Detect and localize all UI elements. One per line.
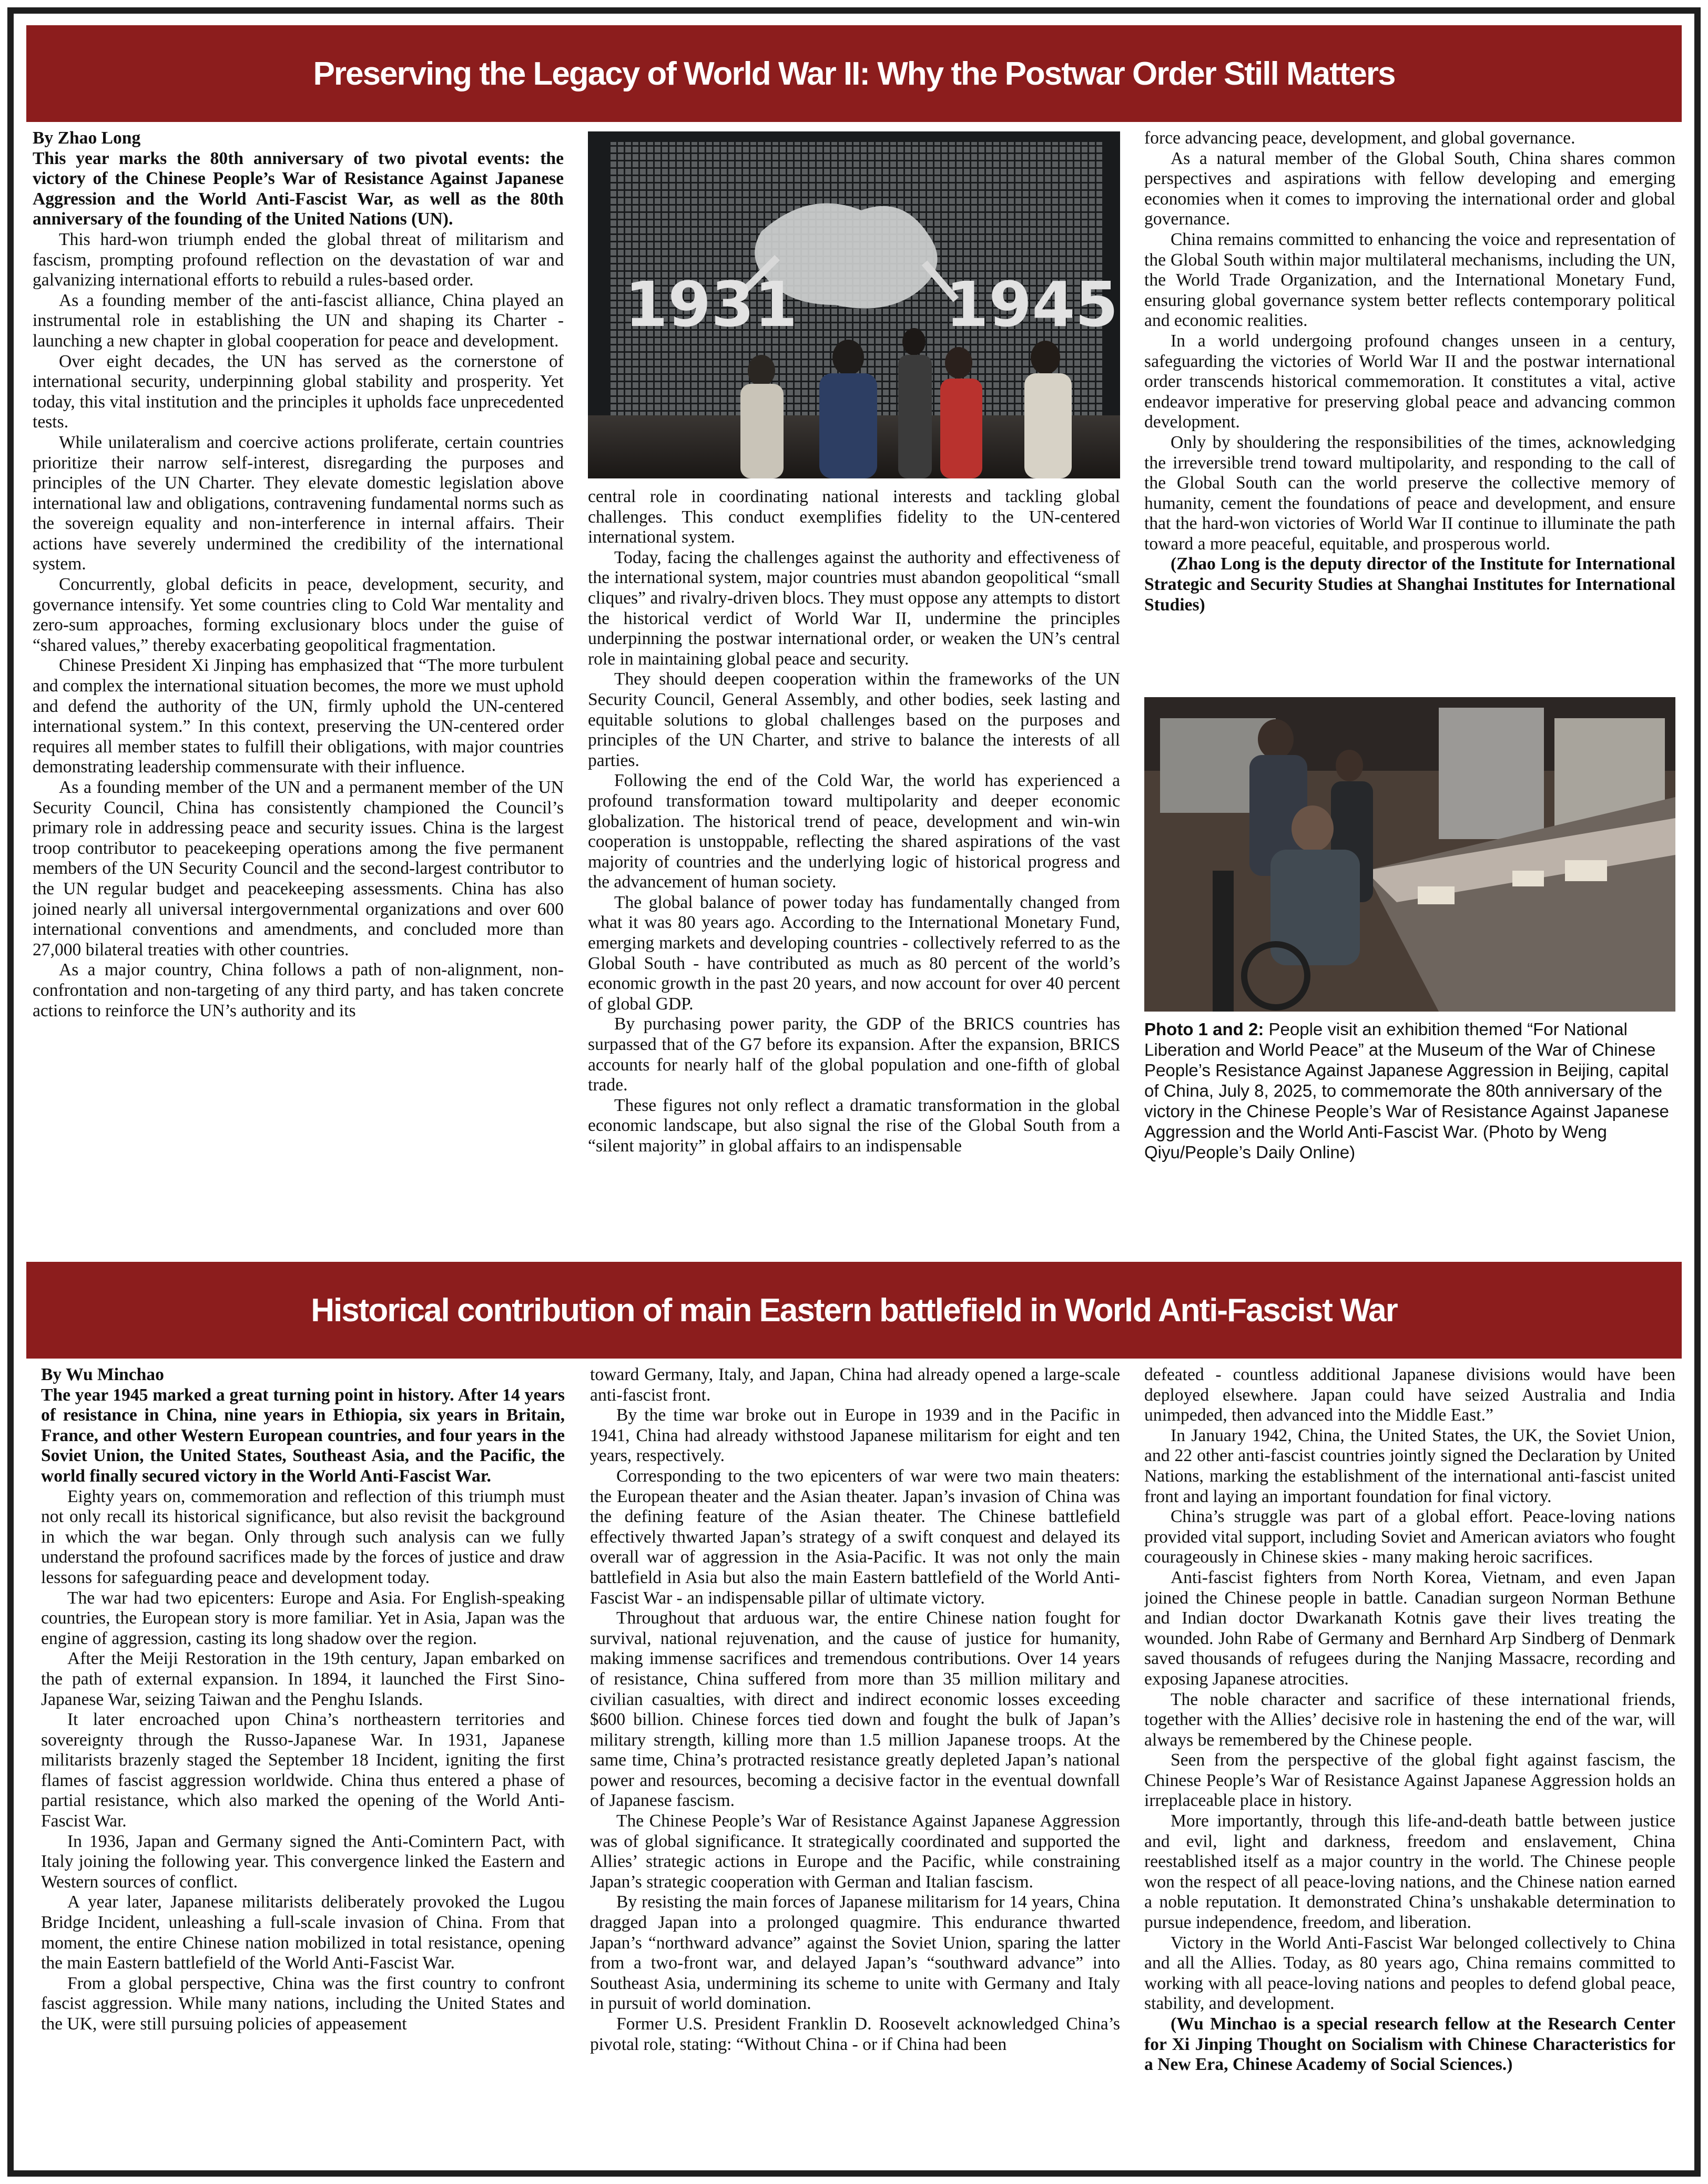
photo-caption (1144, 1019, 1675, 1240)
article2-paragraph: China’s struggle was part of a global effort. Peace-loving nations provided vital support, including Soviet and American aviators who fought courageously in Chinese skies - many making heroic sacrifices. (1144, 1507, 1675, 1567)
article1-paragraph: force advancing peace, development, and global governance. (1144, 128, 1575, 148)
article1-paragraph: This hard-won triumph ended the global threat of militarism and fascism, prompting profound reflection on the devastation of war and galvanizing international efforts to rebuild a rules-based order. (33, 229, 564, 290)
article1-paragraph: China remains committed to enhancing the voice and representation of the Global South within major multilateral mechanisms, including the UN, the World Trade Organization, and the International Monetary Fund, ensuring global governance system better reflects contemporary political and economic realities. (1144, 229, 1675, 331)
article2-paragraph: Former U.S. President Franklin D. Roosevelt acknowledged China’s pivotal role, stating: “Without China - or if China had been (590, 2014, 1120, 2054)
article2-paragraph: From a global perspective, China was the first country to confront fascist aggression. While many nations, including the United States and the UK, were still pursuing policies of appeasement (41, 1973, 565, 2034)
article1-paragraph: The global balance of power today has fundamentally changed from what it was 80 years ago. According to the International Monetary Fund, emerging markets and developing countries - collectively referred to as the Global South - have contributed as much as 80 percent of the world’s economic growth in the past 20 years, and now account for over 40 percent of global GDP. (588, 892, 1120, 1014)
article2-author-bio: (Wu Minchao is a special research fellow at the Research Center for Xi Jinping Thought on Socialism with Chinese Characteristics for a New Era, Chinese Academy of Social Sciences.) (1144, 2014, 1675, 2075)
article1-paragraph: While unilateralism and coercive actions proliferate, certain countries prioritize their narrow self-interest, disregarding the purposes and principles of the UN Charter. They elevate domestic legislation above international law and obligations, contravening fundamental norms such as the sovereign equality and non-interference in internal affairs. Their actions have severely undermined the credibility of the international system. (33, 432, 564, 574)
article2-paragraph: The Chinese People’s War of Resistance Against Japanese Aggression was of global significance. It strategically coordinated and supported the Allies’ strategic actions in Europe and the Pacific, while constraining Japan’s strategic cooperation with German and Italian fascism. (590, 1811, 1120, 1892)
article2-paragraph: Eighty years on, commemoration and reflection of this triumph must not only recall its historical significance, but also revisit the background in which the war began. Only through such analysis can we fully understand the profound sacrifices made by the forces of justice and draw lessons for safeguarding peace and development today. (41, 1486, 565, 1587)
article2-paragraph: After the Meiji Restoration in the 19th century, Japan embarked on the path of external expansion. In 1894, it launched the First Sino-Japanese War, seizing Taiwan and the Penghu Islands. (41, 1649, 565, 1709)
photo-1-year-left: 1931 (625, 268, 798, 341)
article1-lead: This year marks the 80th anniversary of two pivotal events: the victory of the Chinese People’s War of Resistance Against Japanese Aggression and the World Anti-Fascist War, as well as the 80th anniversary of the founding of the United Nations (UN). (33, 148, 564, 229)
article2-paragraph: By the time war broke out in Europe in 1939 and in the Pacific in 1941, China had already withstood Japanese militarism for eight and ten years, respectively. (590, 1405, 1120, 1466)
article2-byline: By Wu Minchao (41, 1365, 164, 1384)
article2-paragraph: Seen from the perspective of the global fight against fascism, the Chinese People’s War of Resistance Against Japanese Aggression holds an irreplaceable place in history. (1144, 1750, 1675, 1811)
article2-paragraph: Anti-fascist fighters from North Korea, Vietnam, and even Japan joined the Chinese people in battle. Canadian surgeon Norman Bethune and Indian doctor Dwarkanath Kotnis gave their lives treating the wounded. John Rabe of Germany and Bernhard Arp Sindberg of Denmark saved thousands of refugees during the Nanjing Massacre, recording and exposing Japanese atrocities. (1144, 1567, 1675, 1689)
article2-paragraph: In January 1942, China, the United States, the UK, the Soviet Union, and 22 other anti-fascist countries jointly signed the Declaration by United Nations, marking the establishment of the international anti-fascist united front and laying an important foundation for final victory. (1144, 1425, 1675, 1506)
article2-paragraph: toward Germany, Italy, and Japan, China had already opened a large-scale anti-fascist front. (590, 1365, 1120, 1405)
article1-paragraph: Concurrently, global deficits in peace, development, security, and governance intensify. Yet some countries cling to Cold War mentality and zero-sum approaches, forming exclusionary blocs under the guise of “shared values,” thereby exacerbating geopolitical fragmentation. (33, 575, 564, 655)
article1-paragraph: central role in coordinating national interests and tackling global challenges. This conduct exemplifies fidelity to the UN-centered international system. (588, 487, 1120, 547)
article1-paragraph: As a founding member of the anti-fascist alliance, China played an instrumental role in establishing the UN and shaping its Charter - launching a new chapter in global cooperation for peace and development. (33, 290, 564, 351)
article1-paragraph: As a founding member of the UN and a permanent member of the UN Security Council, China has consistently championed the Council’s primary role in addressing peace and security issues. China is the largest troop contributor to peacekeeping operations among the five permanent members of the UN Security Council and the second-largest contributor to the UN regular budget and peacekeeping assessments. China has also joined nearly all universal intergovernmental organizations and over 600 international conventions and amendments, and concluded more than 27,000 bilateral treaties with other countries. (33, 778, 564, 960)
article1-paragraph: They should deepen cooperation within the frameworks of the UN Security Council, General Assembly, and other bodies, seek lasting and equitable solutions to global challenges based on the purposes and principles of the UN Charter, and strive to balance the interests of all parties. (588, 669, 1120, 770)
article2-paragraph: A year later, Japanese militarists deliberately provoked the Lugou Bridge Incident, unleashing a full-scale invasion of China. From that moment, the entire Chinese nation mobilized in total resistance, opening the main Eastern battlefield of the World Anti-Fascist War. (41, 1892, 565, 1973)
article1-column-2 (588, 487, 1120, 1239)
article1-paragraph: Over eight decades, the UN has served as the cornerstone of international security, underpinning global stability and prosperity. Yet today, this vital institution and the principles it upholds face unprecedented tests. (33, 351, 564, 432)
article2-paragraph: defeated - countless additional Japanese divisions would have been deployed elsewhere. Japan could have seized Australia and India unimpeded, then advanced into the Middle East.” (1144, 1365, 1675, 1425)
article2-paragraph: Victory in the World Anti-Fascist War belonged collectively to China and all the Allies. Today, as 80 years ago, China remains committed to working with all peace-loving nations and peoples to defend global peace, stability, and development. (1144, 1933, 1675, 2014)
article2-lead: The year 1945 marked a great turning point in history. After 14 years of resistance in China, nine years in Ethiopia, six years in Britain, France, and other Western European countries, and four years in the Soviet Union, the United States, Southeast Asia, and the Pacific, the world finally secured victory in the World Anti-Fascist War. (41, 1385, 565, 1486)
article2-paragraph: It later encroached upon China’s northeastern territories and sovereignty through the Russo-Japanese War. In 1931, Japanese militarists brazenly staged the September 18 Incident, igniting the first flames of fascist aggression worldwide. China thus entered a phase of partial resistance, which also marked the opening of the World Anti-Fascist War. (41, 1710, 565, 1831)
article1-byline: By Zhao Long (33, 128, 141, 148)
photo-2 (1144, 697, 1675, 1012)
article1-paragraph: Chinese President Xi Jinping has emphasized that “The more turbulent and complex the international situation becomes, the more we must uphold and defend the authority of the UN, firmly uphold the UN-centered international system.” In this context, preserving the UN-centered order requires all member states to fulfill their obligations, with major countries demonstrating leadership commensurate with their influence. (33, 656, 564, 777)
article1-paragraph: Today, facing the challenges against the authority and effectiveness of the international system, major countries must abandon geopolitical “small cliques” and rivalry-driven blocs. They must oppose any attempts to distort the historical verdict of World War II, undermine the principles underpinning the postwar international order, or weaken the UN’s central role in maintaining global peace and security. (588, 547, 1120, 669)
article1-column-3 (1144, 128, 1675, 686)
article2-paragraph: The war had two epicenters: Europe and Asia. For English-speaking countries, the European story is more familiar. Yet in Asia, Japan was the engine of aggression, casting its long shadow over the region. (41, 1588, 565, 1648)
article2-paragraph: Throughout that arduous war, the entire Chinese nation fought for survival, national rejuvenation, and the cause of justice for humanity, making immense sacrifices and tremendous contributions. Over 14 years of resistance, China suffered from more than 35 million military and civilian casualties, with direct and indirect economic losses exceeding $600 billion. Chinese forces tied down and fought the bulk of Japan’s military strength, killing more than 1.5 million Japanese troops. At the same time, China’s protracted resistance greatly depleted Japan’s national power and resources, becoming a decisive factor in the eventual downfall of Japanese fascism. (590, 1608, 1120, 1811)
article1-headline: Preserving the Legacy of World War II: Why the Postwar Order Still Matters (26, 25, 1682, 122)
article1-paragraph: As a major country, China follows a path of non-alignment, non-confrontation and non-targeting of any third party, and has taken concrete actions to reinforce the UN’s authority and its (33, 960, 564, 1020)
article1-paragraph: By purchasing power parity, the GDP of the BRICS countries has surpassed that of the G7 before its expansion. After the expansion, BRICS accounts for nearly half of the global population and one-fifth of global trade. (588, 1014, 1120, 1095)
photo-1 (588, 131, 1120, 478)
article2-paragraph: Corresponding to the two epicenters of war were two main theaters: the European theater and the Asian theater. Japan’s invasion of China was the defining feature of the Asian theater. The Chinese battlefield effectively thwarted Japan’s strategy of a swift conquest and delayed its overall war of aggression in the Asia-Pacific. It was not only the main battlefield in Asia but also the main Eastern battlefield of the World Anti-Fascist War - an indispensable pillar of ultimate victory. (590, 1466, 1120, 1608)
article1-paragraph: These figures not only reflect a dramatic transformation in the global economic landscape, but also signal the rise of the Global South from a “silent majority” in global affairs to an indispensable (588, 1095, 1120, 1156)
article2-paragraph: More importantly, through this life-and-death battle between justice and evil, light and darkness, freedom and enslavement, China reestablished itself as a major country in the world. The Chinese people won the respect of all peace-loving nations, and the Chinese nation earned a noble reputation. It demonstrated China’s unshakable determination to pursue independence, freedom, and liberation. (1144, 1811, 1675, 1933)
article1-paragraph: As a natural member of the Global South, China shares common perspectives and aspirations with fellow developing and emerging economies when it comes to improving the international order and global governance. (1144, 148, 1675, 229)
article1-paragraph: Following the end of the Cold War, the world has experienced a profound transformation toward multipolarity and deeper economic globalization. The historical trend of peace, development and win-win cooperation is unstoppable, reflecting the shared aspirations of the vast majority of countries and the underlying logic of historical progress and the advancement of human society. (588, 771, 1120, 892)
article2-column-2 (590, 1365, 1120, 2143)
article1-column-1 (33, 128, 564, 1238)
article2-column-1 (41, 1365, 565, 2143)
photo-2-illustration (1144, 697, 1675, 1012)
article1-paragraph: Only by shouldering the responsibilities of the times, acknowledging the irreversible trend toward multipolarity, and responding to the call of the Global South can the world preserve the collective memory of humanity, cement the foundations of peace and development, and ensure that the hard-won victories of World War II continue to illuminate the path toward a more peaceful, equitable, and prosperous world. (1144, 432, 1675, 554)
article1-paragraph: In a world undergoing profound changes unseen in a century, safeguarding the victories of World War II and the postwar international order transcends historical commemoration. It constitutes a vital, active endeavor imperative for preserving global peace and advancing common development. (1144, 331, 1675, 432)
article2-paragraph: In 1936, Japan and Germany signed the Anti-Comintern Pact, with Italy joining the following year. This convergence linked the Eastern and Western sources of conflict. (41, 1831, 565, 1892)
article1-author-bio: (Zhao Long is the deputy director of the Institute for International Strategic and Security Studies at Shanghai Institutes for International Studies) (1144, 554, 1675, 615)
photo-caption-text: People visit an exhibition themed “For National Liberation and World Peace” at the Museum of the War of Chinese People’s Resistance Against Japanese Aggression in Beijing, capital of China, July 8, 2025, to commemorate the 80th anniversary of the victory in the Chinese People’s War of Resistance Against Japanese Aggression and the World Anti-Fascist War. (Photo by Weng Qiyu/People’s Daily Online) (1144, 1019, 1669, 1162)
article2-paragraph: By resisting the main forces of Japanese militarism for 14 years, China dragged Japan into a prolonged quagmire. This endurance thwarted Japan’s “northward advance” against the Soviet Union, sparing the latter from a two-front war, and delayed Japan’s “southward advance” into Southeast Asia, undermining its scheme to unite with Germany and Italy in pursuit of world domination. (590, 1892, 1120, 2014)
photo-1-year-right: 1945 (946, 268, 1119, 341)
article2-column-3 (1144, 1365, 1675, 2143)
photo-1-illustration (588, 131, 1120, 478)
article2-headline: Historical contribution of main Eastern battlefield in World Anti-Fascist War (26, 1262, 1682, 1359)
photo-caption-label: Photo 1 and 2: (1144, 1019, 1264, 1039)
article2-paragraph: The noble character and sacrifice of these international friends, together with the Allies’ decisive role in hastening the end of the war, will always be remembered by the Chinese people. (1144, 1689, 1675, 1750)
